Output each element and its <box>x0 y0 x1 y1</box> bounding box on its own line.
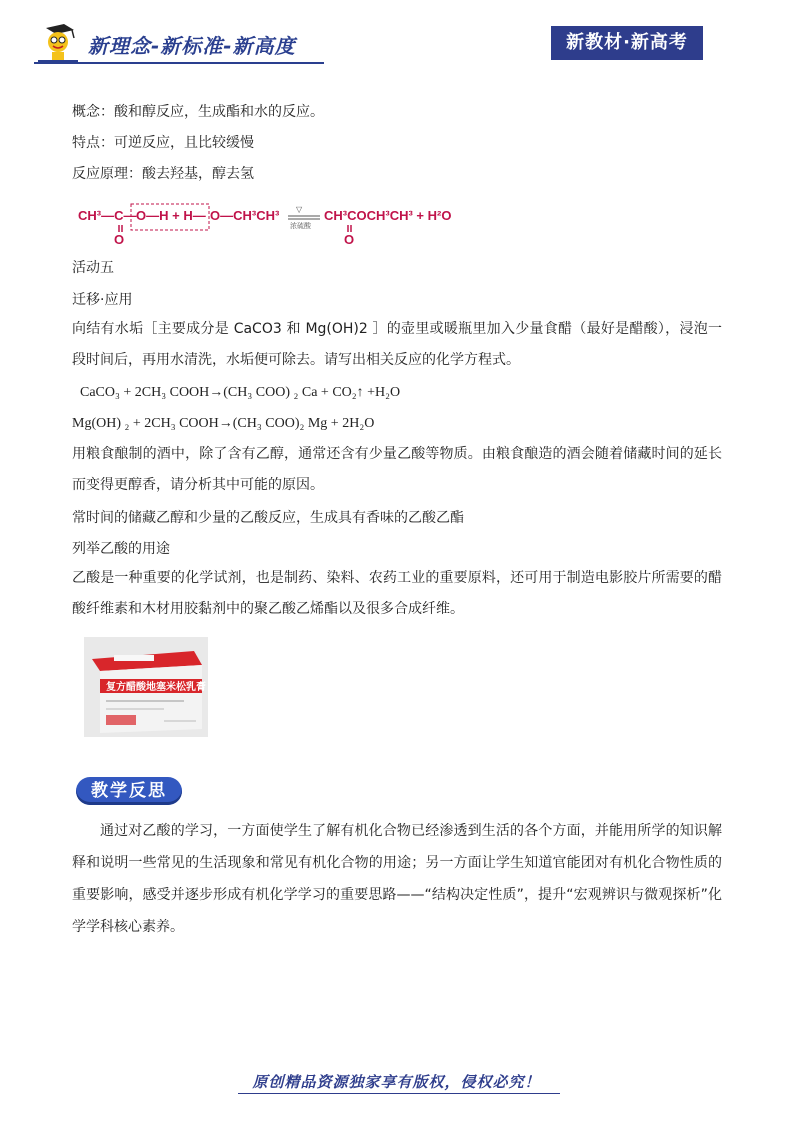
feature-line: 特点：可逆反应，且比较缓慢 <box>72 135 254 151</box>
eq-alcohol-part: O—CH³CH³ <box>210 208 280 223</box>
equation-caco3: CaCO₃ + 2CH₃ COOH→(CH₃ COO) ₂ Ca + CO₂↑ +H₂O <box>80 385 401 400</box>
concept-line: 概念：酸和醇反应，生成酯和水的反应。 <box>72 104 324 120</box>
header-slogan: 新理念-新标准-新高度 <box>88 34 296 58</box>
reflection-title: 教学反思 <box>76 777 182 805</box>
equation-mgoh2: Mg(OH) ₂ + 2CH₃ COOH→(CH₃ COO)₂ Mg + 2H₂O <box>72 416 375 431</box>
scale-question: 向结有水垢［主要成分是 CaCO3 和 Mg(OH)2 ］的壶里或暖瓶里加入少量食醋（最好是醋酸），浸泡一段时间后，再用水清洗，水垢便可除去。请写出相关反应的化学方程式。 <box>72 321 722 368</box>
uses-heading: 列举乙酸的用途 <box>72 541 170 557</box>
eq-product: CH³COCH³CH³ + H²O <box>324 208 452 223</box>
activity-heading: 活动五 <box>72 260 114 276</box>
eq-carbonyl-o-right: O <box>344 232 355 247</box>
header-badge: 新教材·新高考 <box>551 26 703 60</box>
eq-carbonyl-o-left: O <box>114 232 125 247</box>
eq-heat-symbol: ▽ <box>296 205 303 214</box>
esterification-equation <box>78 200 458 250</box>
principle-line: 反应原理：酸去羟基，醇去氢 <box>72 166 254 182</box>
reflection-paragraph: 通过对乙酸的学习，一方面使学生了解有机化合物已经渗透到生活的各个方面，并能用所学的知识解释和说明一些常见的生活现象和常见有机化合物的用途；另一方面让学生知道官能团对有机化合物性质的重要影响，感受并逐步形成有机化学学习的重要思路——“结构决定性质”，提升“宏观辨识与微观探析”化学学科核心素养。 <box>72 823 722 935</box>
ointment-box-photo <box>84 637 208 737</box>
header-rule <box>34 62 324 64</box>
eq-catalyst: 浓硫酸 <box>290 223 311 230</box>
uses-paragraph: 乙酸是一种重要的化学试剂，也是制药、染料、农药工业的重要原料，还可用于制造电影胶片所需要的醋酸纤维素和木材用胶黏剂中的聚乙酸乙烯酯以及很多合成纤维。 <box>72 570 722 617</box>
eq-boxed-part: O—H + H— <box>136 208 206 223</box>
logo-mascot <box>34 22 80 62</box>
migrate-heading: 迁移·应用 <box>72 292 133 308</box>
wine-question: 用粮食酿制的酒中，除了含有乙醇，通常还含有少量乙酸等物质。由粮食酿造的酒会随着储藏时间的延长而变得更醇香，请分析其中可能的原因。 <box>72 446 722 493</box>
footer-rule <box>238 1093 560 1094</box>
footer-copyright: 原创精品资源独家享有版权，侵权必究！ <box>252 1073 541 1091</box>
wine-answer: 常时间的储藏乙醇和少量的乙酸反应，生成具有香味的乙酸乙酯 <box>72 510 464 526</box>
eq-acid-part: CH³—C— <box>78 208 137 223</box>
product-box-label: 复方醋酸地塞米松乳膏 <box>106 682 206 693</box>
